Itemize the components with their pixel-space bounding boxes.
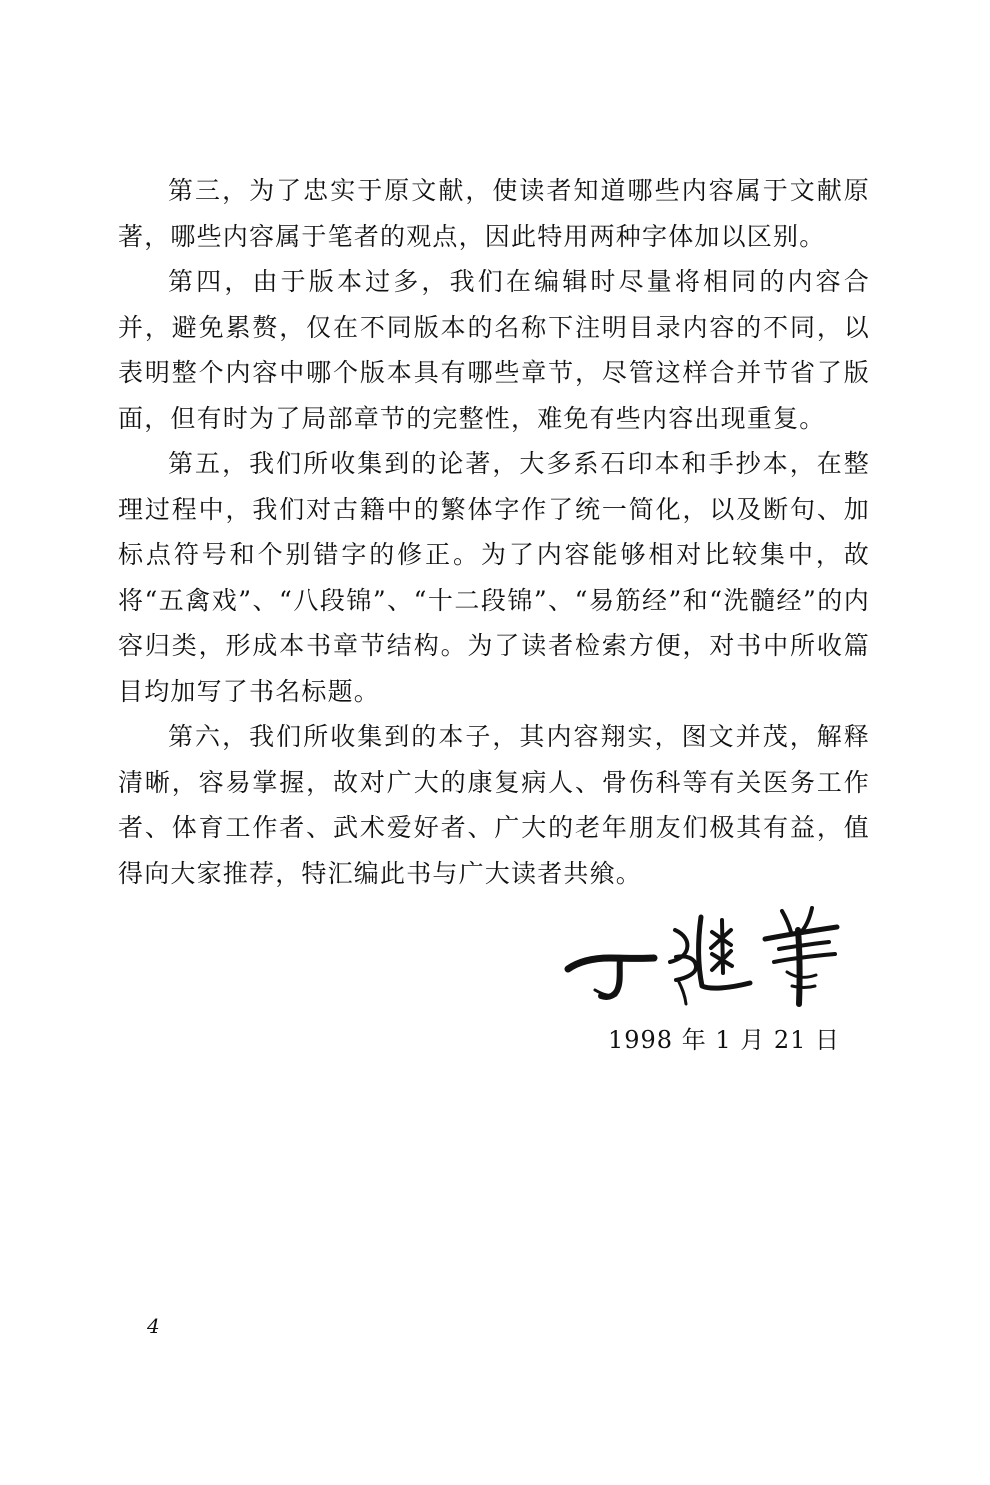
paragraph-fifth: 第五，我们所收集到的论著，大多系石印本和手抄本，在整理过程中，我们对古籍中的繁体字作了统一简化，以及断句、加标点符号和个别错字的修正。为了内容能够相对比较集中，故将“五禽戏”、“八段锦”、“十二段锦”、“易筋经”和“洗髓经”的内容归类，形成本书章节结构。为了读者检索方便，对书中所收篇目均加写了书名标题。 [118,449,870,706]
signature-date: 1998 年 1 月 21 日 [608,1026,841,1054]
paragraph-third: 第三，为了忠实于原文献，使读者知道哪些内容属于文献原著，哪些内容属于笔者的观点，因此特用两种字体加以区别。 [118,176,870,251]
handwritten-signature [560,900,850,1010]
paragraph-sixth: 第六，我们所收集到的本子，其内容翔实，图文并茂，解释清晰，容易掌握，故对广大的康复病人、骨伤科等有关医务工作者、体育工作者、武术爱好者、广大的老年朋友们极其有益，值得向大家推荐，特汇编此书与广大读者共飨。 [118,722,870,888]
paragraph-fourth: 第四，由于版本过多，我们在编辑时尽量将相同的内容合并，避免累赘，仅在不同版本的名称下注明目录内容的不同，以表明整个内容中哪个版本具有哪些章节，尽管这样合并节省了版面，但有时为了局部章节的完整性，难免有些内容出现重复。 [118,267,870,433]
body-text [118,168,870,896]
page-number: 4 [147,1314,160,1338]
